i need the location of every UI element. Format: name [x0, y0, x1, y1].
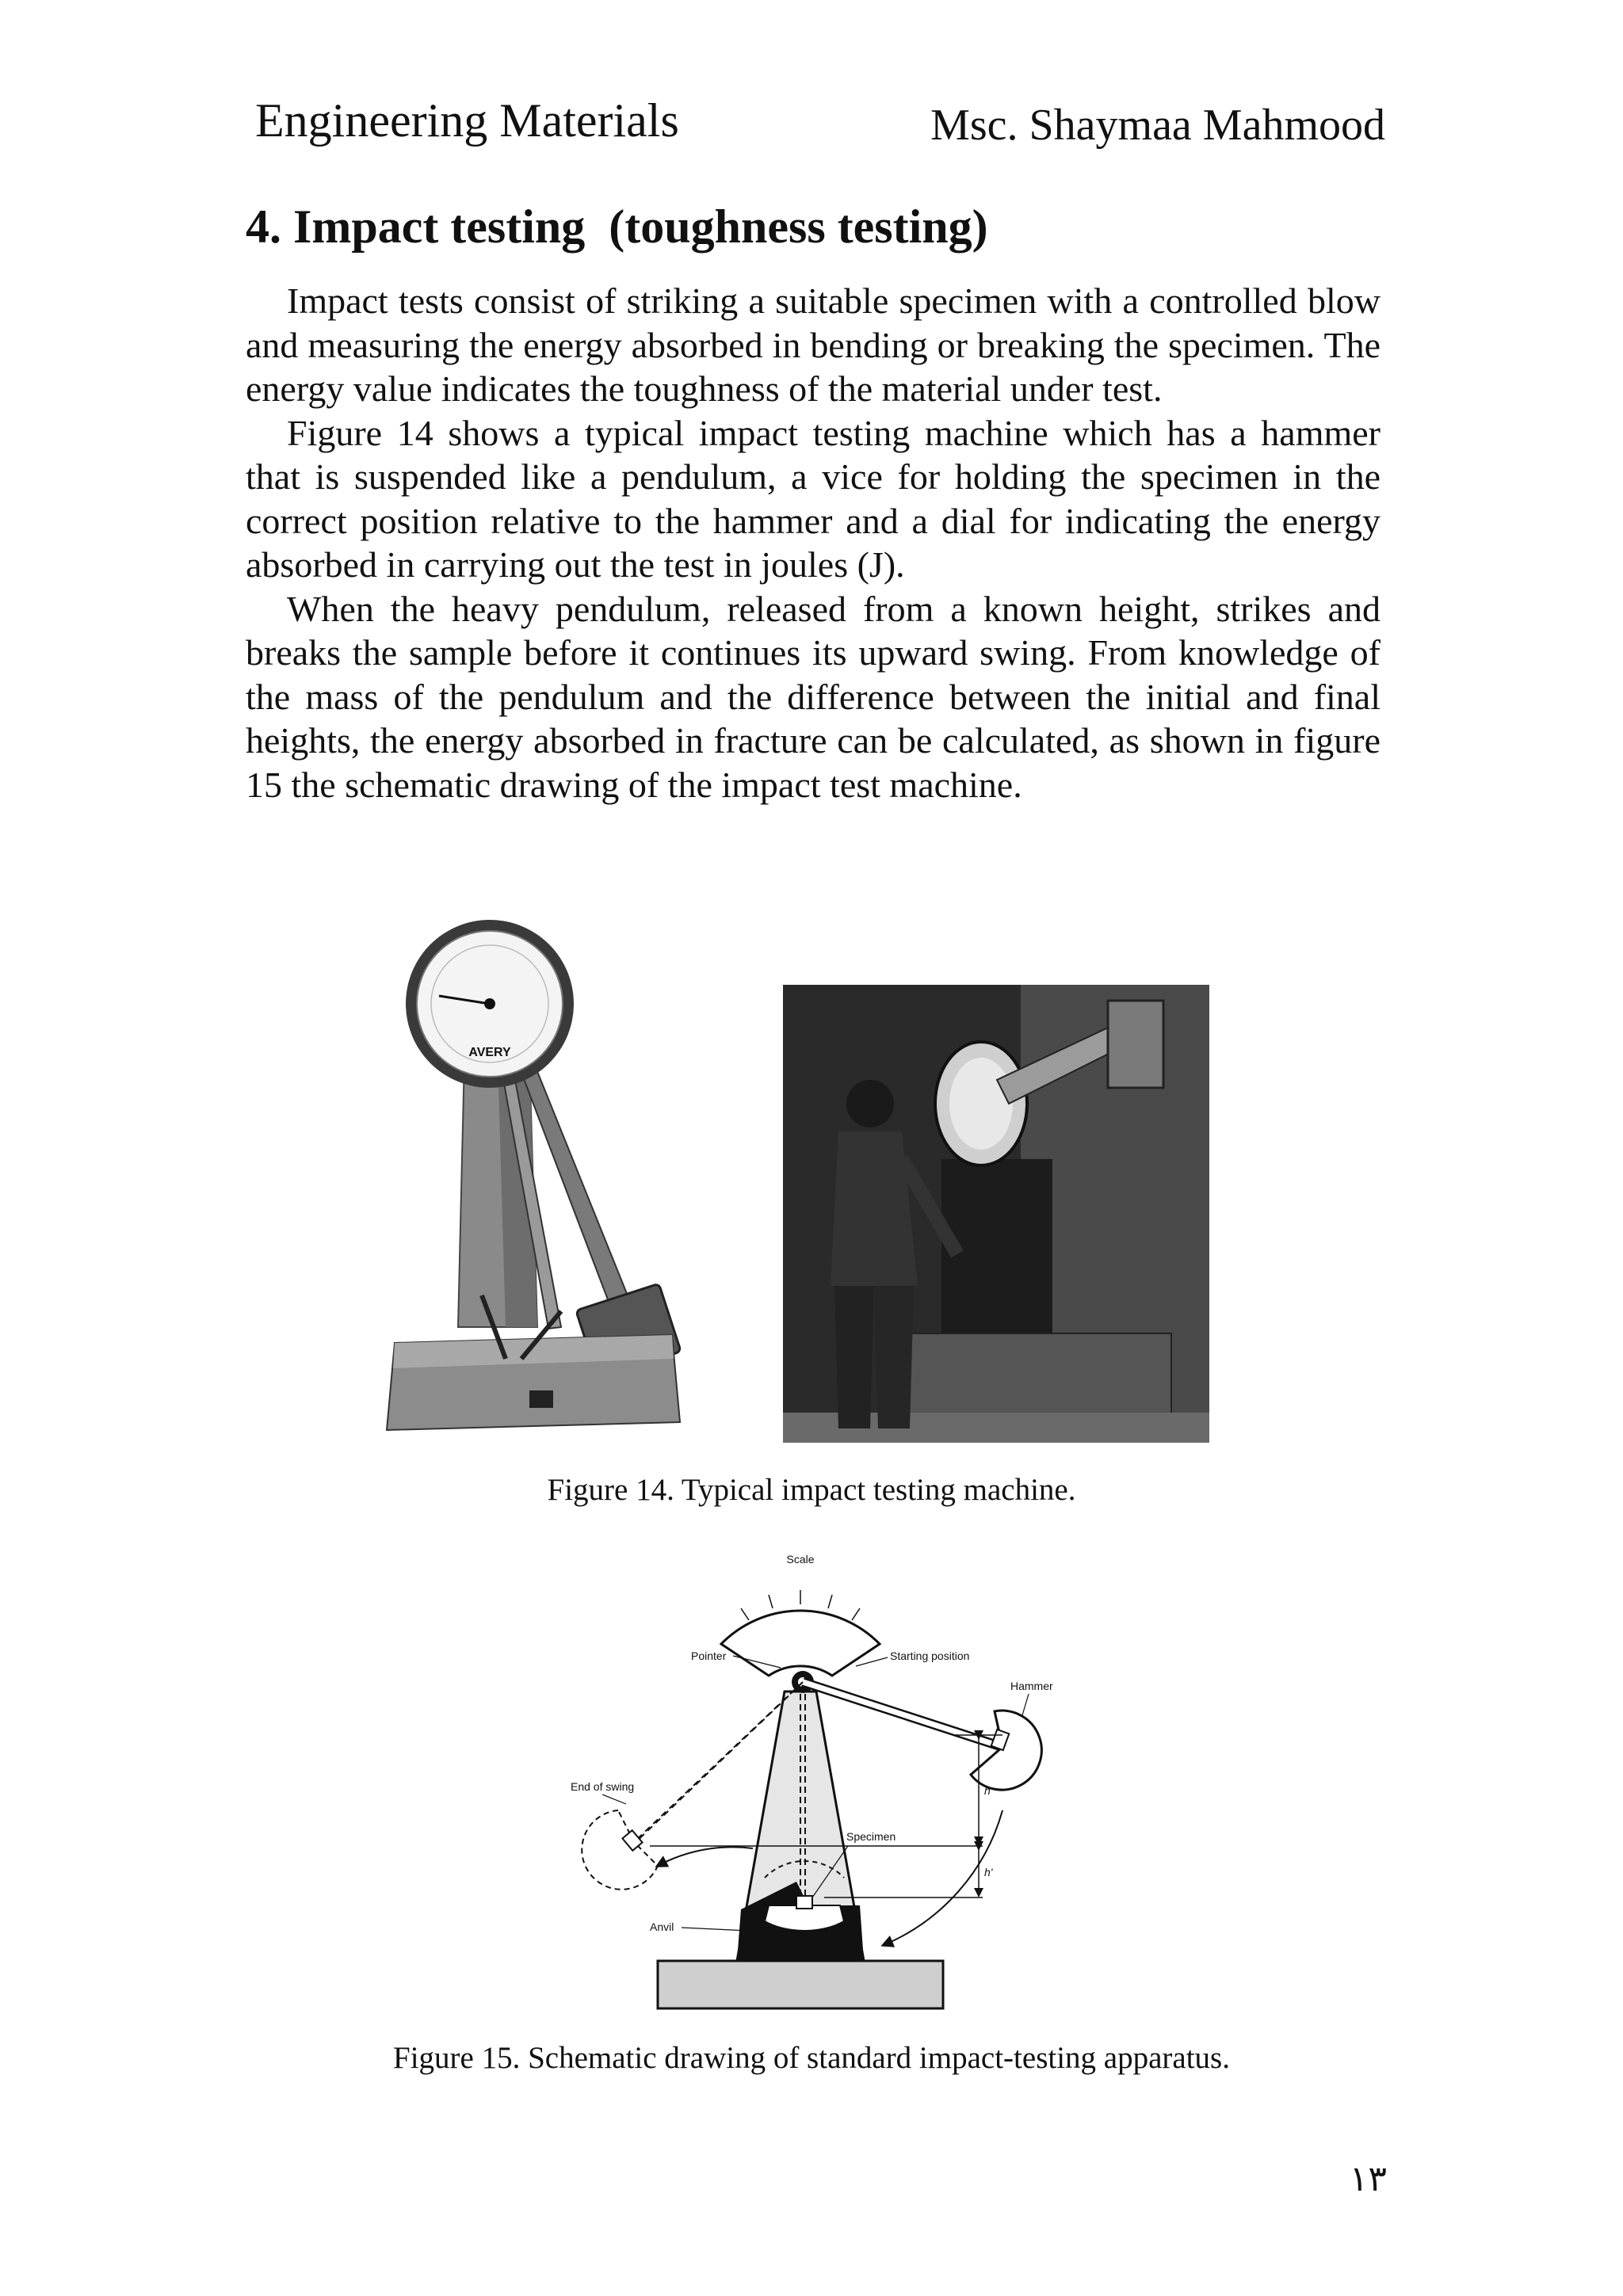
section-title: 4. Impact testing (toughness testing): [246, 200, 988, 253]
page-number: ١٣: [1349, 2159, 1387, 2199]
header-author: Msc. Shaymaa Mahmood: [930, 101, 1385, 150]
figure-15-caption: Figure 15. Schematic drawing of standard impact-testing apparatus.: [393, 2041, 1230, 2075]
figure-14-operator-photo: [783, 985, 1209, 1443]
body-text: [246, 279, 1381, 807]
label-scale: Scale: [786, 1553, 815, 1566]
label-anvil: Anvil: [650, 1920, 674, 1933]
figure-14-machine-photo: [379, 915, 688, 1454]
figure-15-schematic: [571, 1549, 1094, 2024]
specimen: [796, 1896, 812, 1909]
paragraph-figure-14: Figure 14 shows a typical impact testing machine which has a hammer that is suspended like a pendulum, a vice for holding the specimen in the correct position relative to the hammer and a dial for indicating the energy absorbed in carrying out the test in joules (J).: [246, 412, 1381, 585]
hammer: [971, 1711, 1041, 1790]
label-h: h: [984, 1784, 991, 1797]
figure-14-caption: Figure 14. Typical impact testing machine.: [547, 1473, 1076, 1507]
header-course-title: Engineering Materials: [255, 94, 679, 147]
label-starting-position: Starting position: [890, 1650, 970, 1662]
label-h-prime: h': [984, 1866, 993, 1878]
dial-brand-label: AVERY: [468, 1046, 511, 1059]
label-end-of-swing: End of swing: [571, 1780, 635, 1793]
paragraph-pendulum: When the heavy pendulum, released from a known height, strikes and breaks the sample before it continues its upward swing. From knowledge of the mass of the pendulum and the difference between the initial and final heights, the energy absorbed in fracture can be calculated, as shown in figure 15 the schematic drawing of the impact test machine.: [246, 588, 1381, 805]
label-hammer: Hammer: [1010, 1680, 1053, 1692]
label-pointer: Pointer: [691, 1650, 727, 1662]
paragraph-impact-tests: Impact tests consist of striking a suitable specimen with a controlled blow and measuring the energy absorbed in bending or breaking the specimen. The energy value indicates the toughness of the material under test.: [246, 280, 1381, 409]
label-specimen: Specimen: [846, 1830, 896, 1843]
